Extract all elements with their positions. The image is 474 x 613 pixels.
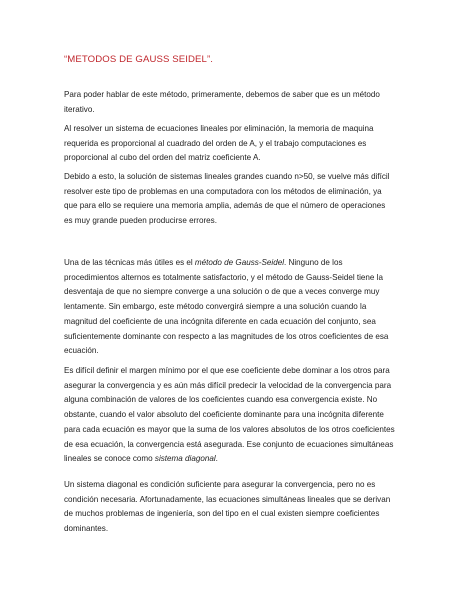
- document-title: “METODOS DE GAUSS SEIDEL”.: [64, 54, 214, 65]
- text-line: magnitud del coeficiente de una incógnita diferente en cada ecuación del conjunto, sea: [64, 316, 376, 326]
- text-line: resolver este tipo de problemas en una computadora con los métodos de eliminación, ya: [64, 186, 382, 196]
- paragraph-elimination-memory: [64, 122, 410, 166]
- text-line: iterativo.: [64, 104, 95, 114]
- text-line: Al resolver un sistema de ecuaciones lineales por eliminación, la memoria de maquina: [64, 124, 374, 133]
- text-line: dominantes.: [64, 524, 109, 534]
- text-line: asegurar la convergencia y es aún más difícil predecir la velocidad de la convergencia para: [64, 380, 392, 390]
- text-run: . Ninguno de los: [284, 258, 343, 267]
- paragraph-gauss-seidel-technique: [64, 256, 410, 359]
- text-line: procedimientos alternos es totalmente satisfactorio, y el método de Gauss-Seidel tiene la: [64, 272, 383, 282]
- italic-term: sistema diagonal: [154, 454, 216, 464]
- text-line: ecuación.: [64, 346, 99, 356]
- paragraph-intro: [64, 88, 410, 117]
- text-line: lentamente. Sin embargo, este método convergirá siempre a una solución cuando la: [64, 302, 367, 312]
- text-line: requerida es proporcional al cuadrado del orden de A, y el trabajo computaciones es: [64, 138, 367, 148]
- text-line: desventaja de que no siempre converge a una solución o de que a veces converge muy: [64, 287, 380, 297]
- text-run: Una de las técnicas más útiles es el: [64, 258, 195, 267]
- text-line: Un sistema diagonal es condición suficiente para asegurar la convergencia, pero no es: [64, 480, 376, 489]
- text-line: Para poder hablar de este método, primeramente, debemos de saber que es un método: [64, 90, 380, 99]
- text-line: de esa ecuación, la convergencia está asegurada. Ese conjunto de ecuaciones simultáneas: [64, 439, 394, 449]
- paragraph-convergence-margin: [64, 364, 410, 467]
- text-line: para cada ecuación es mayor que la suma de los valores absolutos de los otros coeficientes: [64, 424, 395, 434]
- text-line: Es difícil definir el margen mínimo por el que ese coeficiente debe dominar a los otros para: [64, 366, 390, 375]
- text-line: es muy grande pueden producirse errores.: [64, 216, 217, 226]
- italic-term: método de Gauss-Seidel: [194, 258, 285, 267]
- text-run: .: [215, 454, 218, 464]
- text-line: proporcional al cubo del orden del matriz coeficiente A.: [64, 153, 261, 163]
- text-line: condición necesaria. Afortunadamente, las ecuaciones simultáneas lineales que se derivan: [64, 494, 391, 504]
- paragraph-diagonal-system: [64, 478, 410, 537]
- text-line: [64, 452, 410, 467]
- text-line: obstante, cuando el valor absoluto del coeficiente dominante para una incógnita diferente: [64, 410, 384, 420]
- text-run: lineales se conoce como: [64, 454, 155, 464]
- text-line: de muchos problemas de ingeniería, son del tipo en el cual existen siempre coeficientes: [64, 509, 380, 519]
- text-line: [64, 256, 410, 271]
- text-line: que para ello se requiere una memoria amplia, además de que el número de operaciones: [64, 201, 386, 211]
- text-line: Debido a esto, la solución de sistemas lineales grandes cuando n>50, se vuelve más difícil: [64, 172, 390, 181]
- paragraph-large-systems: [64, 170, 410, 229]
- text-line: suficientemente dominante con respecto a las magnitudes de los otros coeficientes de esa: [64, 331, 389, 341]
- text-line: alguna combinación de valores de los coeficientes cuando esa convergencia existe. No: [64, 395, 378, 405]
